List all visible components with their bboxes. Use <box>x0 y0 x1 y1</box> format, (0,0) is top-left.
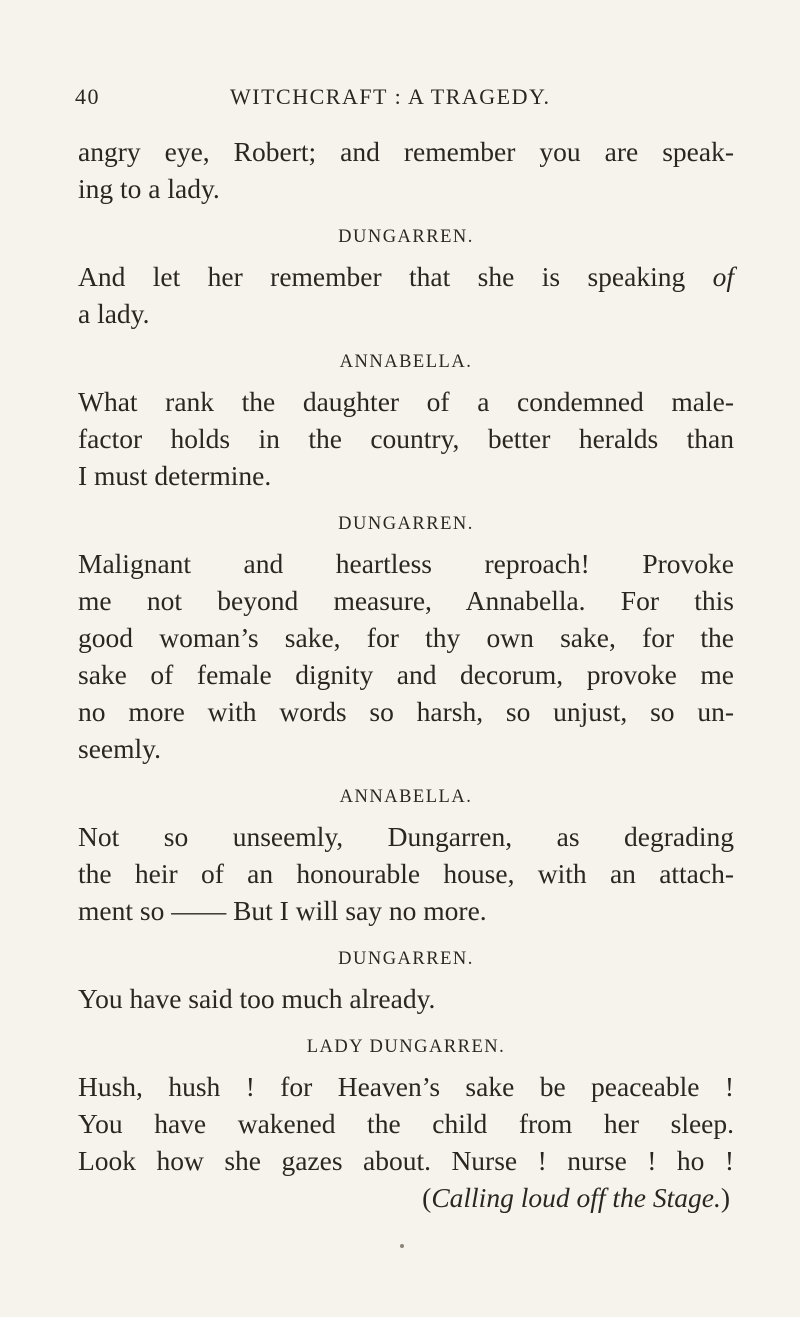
text-line: Look how she gazes about. Nurse ! nurse ! ho ! <box>78 1145 734 1176</box>
text-line: the heir of an honourable house, with an attach- <box>78 858 734 889</box>
text-line: I must determine. <box>78 460 272 491</box>
stage-direction <box>78 1179 734 1216</box>
text-line: You have said too much already. <box>78 983 436 1014</box>
text-line: me not beyond measure, Annabella. For this <box>78 585 734 616</box>
text-line <box>78 258 734 295</box>
speech-block <box>78 383 734 494</box>
paren-close: ) <box>720 1182 730 1213</box>
text-line: Malignant and heartless reproach! Provoke <box>78 548 734 579</box>
text-line: What rank the daughter of a condemned male- <box>78 386 734 417</box>
text-line: good woman’s sake, for thy own sake, for the <box>78 622 734 653</box>
emphasis: of <box>712 261 734 292</box>
text-fragment: And let her remember that she is speaking <box>78 261 713 292</box>
speech-block <box>78 980 734 1017</box>
text-line: angry eye, Robert; and remember you are speak- <box>78 136 734 167</box>
text-line: Hush, hush ! for Heaven’s sake be peaceable ! <box>78 1071 734 1102</box>
page-number: 40 <box>75 84 100 109</box>
speaker-name: DUNGARREN. <box>338 949 474 969</box>
text-line: You have wakened the child from her sleep. <box>78 1108 734 1139</box>
text-line: ment so —— But I will say no more. <box>78 895 487 926</box>
speech-block <box>78 818 734 929</box>
text-line: ing to a lady. <box>78 173 220 204</box>
speaker-name: DUNGARREN. <box>338 514 474 534</box>
page-body <box>78 133 734 1216</box>
speech-block <box>78 545 734 767</box>
speaker-name: ANNABELLA. <box>339 787 473 807</box>
text-line: Not so unseemly, Dungarren, as degrading <box>78 821 734 852</box>
speech-block <box>78 133 734 207</box>
ink-speck <box>400 1244 404 1248</box>
speech-block <box>78 258 734 332</box>
stage-direction-text: Calling loud off the Stage. <box>431 1182 721 1213</box>
text-line: no more with words so harsh, so unjust, so un- <box>78 696 734 727</box>
running-title: WITCHCRAFT : A TRAGEDY. <box>230 84 551 109</box>
running-head <box>75 84 725 120</box>
text-line: sake of female dignity and decorum, provoke me <box>78 659 734 690</box>
text-line: factor holds in the country, better heralds than <box>78 423 734 454</box>
speaker-name: LADY DUNGARREN. <box>306 1037 506 1057</box>
text-line: a lady. <box>78 298 150 329</box>
paren-open: ( <box>422 1182 432 1213</box>
text-line: seemly. <box>78 733 161 764</box>
speaker-name: DUNGARREN. <box>338 227 474 247</box>
speaker-name: ANNABELLA. <box>339 352 473 372</box>
speech-block <box>78 1068 734 1179</box>
